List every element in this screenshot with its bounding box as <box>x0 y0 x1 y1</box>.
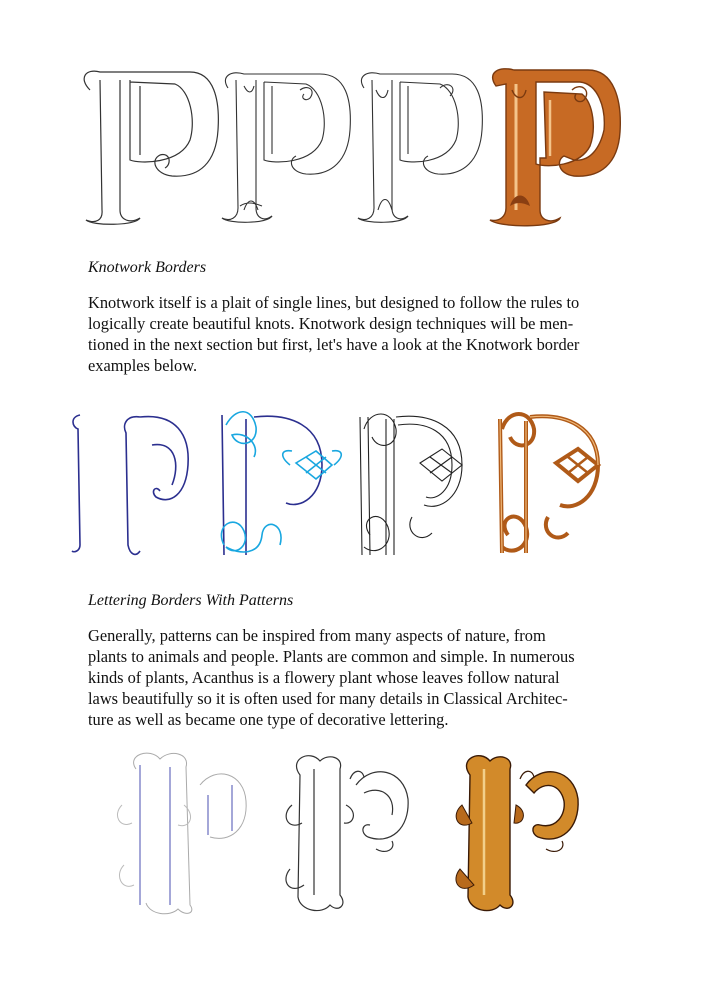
section-heading-knotwork: Knotwork Borders <box>88 259 207 276</box>
letter-p-knot-copper <box>500 414 598 553</box>
paragraph-patterns <box>88 625 608 730</box>
letter-p-knot-outline <box>360 414 462 555</box>
letter-row-1-svg <box>0 60 701 235</box>
letter-p-acanthus-gold <box>456 756 578 911</box>
text-line: kinds of plants, Acanthus is a flowery plant whose leaves follow natural <box>88 668 560 687</box>
letter-p-acanthus-sketch <box>117 753 246 914</box>
text-line: Generally, patterns can be inspired from many aspects of nature, from <box>88 626 546 645</box>
paragraph-knotwork <box>88 292 608 376</box>
text-line: tioned in the next section but first, let's have a look at the Knotwork border <box>88 335 580 354</box>
letter-p-knot-construction <box>221 412 341 555</box>
text-line: plants to animals and people. Plants are common and simple. In numerous <box>88 647 575 666</box>
letter-p-acanthus-outline <box>286 756 408 911</box>
text-line: Knotwork itself is a plait of single lines, but designed to follow the rules to <box>88 293 580 312</box>
letter-p-outline-plain <box>84 71 218 224</box>
letter-p-guide-lines <box>72 415 188 554</box>
letter-row-1 <box>0 60 701 235</box>
text-line: laws beautifully so it is often used for many details in Classical Architec- <box>88 689 568 708</box>
text-line: ture as well as became one type of decorative lettering. <box>88 710 449 729</box>
letter-row-2 <box>0 405 701 570</box>
text-line: examples below. <box>88 356 198 375</box>
letter-p-outline-ornament-2 <box>358 73 482 223</box>
letter-row-3 <box>0 745 701 920</box>
text-line: logically create beautiful knots. Knotwork design techniques will be men- <box>88 314 574 333</box>
section-heading-patterns: Lettering Borders With Patterns <box>88 592 294 609</box>
letter-p-outline-ornament <box>222 73 350 223</box>
letter-row-2-svg <box>0 405 701 570</box>
letter-p-copper-filled <box>490 69 620 226</box>
letter-row-3-svg <box>0 745 701 920</box>
